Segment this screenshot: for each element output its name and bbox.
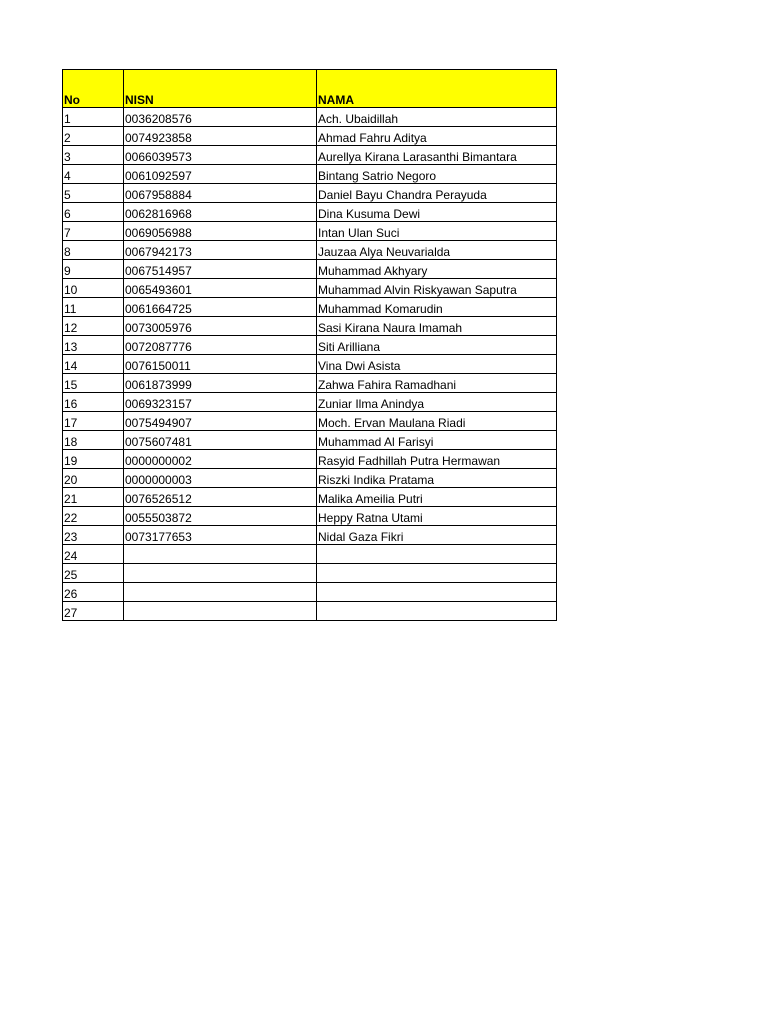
table-row bbox=[63, 564, 557, 583]
cell-no[interactable]: 14 bbox=[63, 355, 124, 374]
cell-no[interactable]: 12 bbox=[63, 317, 124, 336]
cell-no[interactable]: 22 bbox=[63, 507, 124, 526]
cell-nama[interactable]: Muhammad Al Farisyi bbox=[317, 431, 557, 450]
cell-no[interactable]: 19 bbox=[63, 450, 124, 469]
cell-no[interactable]: 9 bbox=[63, 260, 124, 279]
cell-no[interactable]: 10 bbox=[63, 279, 124, 298]
table-row bbox=[63, 146, 557, 165]
table-row bbox=[63, 393, 557, 412]
header-cell-no[interactable]: No bbox=[63, 70, 124, 108]
cell-nisn[interactable]: 0069323157 bbox=[124, 393, 317, 412]
cell-nama[interactable]: Rasyid Fadhillah Putra Hermawan bbox=[317, 450, 557, 469]
table-row bbox=[63, 469, 557, 488]
cell-no[interactable]: 25 bbox=[63, 564, 124, 583]
cell-no[interactable]: 3 bbox=[63, 146, 124, 165]
table-row bbox=[63, 165, 557, 184]
table-row bbox=[63, 260, 557, 279]
cell-no[interactable]: 5 bbox=[63, 184, 124, 203]
cell-nama[interactable] bbox=[317, 564, 557, 583]
cell-no[interactable]: 18 bbox=[63, 431, 124, 450]
cell-nama[interactable]: Muhammad Akhyary bbox=[317, 260, 557, 279]
cell-nama[interactable]: Intan Ulan Suci bbox=[317, 222, 557, 241]
cell-nisn[interactable]: 0076526512 bbox=[124, 488, 317, 507]
cell-nama[interactable]: Vina Dwi Asista bbox=[317, 355, 557, 374]
cell-nama[interactable]: Jauzaa Alya Neuvarialda bbox=[317, 241, 557, 260]
cell-nama[interactable]: Aurellya Kirana Larasanthi Bimantara bbox=[317, 146, 557, 165]
table-row bbox=[63, 279, 557, 298]
table-row bbox=[63, 336, 557, 355]
cell-nama[interactable]: Muhammad Alvin Riskyawan Saputra bbox=[317, 279, 557, 298]
table-row bbox=[63, 108, 557, 127]
cell-no[interactable]: 20 bbox=[63, 469, 124, 488]
cell-nisn[interactable]: 0075494907 bbox=[124, 412, 317, 431]
cell-no[interactable]: 6 bbox=[63, 203, 124, 222]
cell-nisn[interactable] bbox=[124, 564, 317, 583]
cell-nisn[interactable]: 0066039573 bbox=[124, 146, 317, 165]
cell-nisn[interactable]: 0062816968 bbox=[124, 203, 317, 222]
table-row bbox=[63, 450, 557, 469]
cell-nisn[interactable]: 0076150011 bbox=[124, 355, 317, 374]
cell-nama[interactable]: Ahmad Fahru Aditya bbox=[317, 127, 557, 146]
cell-nama[interactable]: Daniel Bayu Chandra Perayuda bbox=[317, 184, 557, 203]
cell-no[interactable]: 8 bbox=[63, 241, 124, 260]
header-cell-nisn[interactable]: NISN bbox=[124, 70, 317, 108]
cell-nisn[interactable]: 0073005976 bbox=[124, 317, 317, 336]
cell-nama[interactable]: Bintang Satrio Negoro bbox=[317, 165, 557, 184]
cell-no[interactable]: 16 bbox=[63, 393, 124, 412]
header-row bbox=[63, 70, 557, 108]
cell-nama[interactable]: Malika Ameilia Putri bbox=[317, 488, 557, 507]
cell-nisn[interactable] bbox=[124, 545, 317, 564]
table-row bbox=[63, 412, 557, 431]
table-row bbox=[63, 298, 557, 317]
cell-nisn[interactable] bbox=[124, 602, 317, 621]
cell-no[interactable]: 27 bbox=[63, 602, 124, 621]
cell-nama[interactable]: Heppy Ratna Utami bbox=[317, 507, 557, 526]
table-row bbox=[63, 127, 557, 146]
cell-no[interactable]: 7 bbox=[63, 222, 124, 241]
cell-nisn[interactable]: 0067514957 bbox=[124, 260, 317, 279]
table-body bbox=[63, 108, 557, 621]
cell-nisn[interactable]: 0069056988 bbox=[124, 222, 317, 241]
table-row bbox=[63, 222, 557, 241]
table-row bbox=[63, 507, 557, 526]
table-row bbox=[63, 602, 557, 621]
cell-no[interactable]: 17 bbox=[63, 412, 124, 431]
header-cell-nama[interactable]: NAMA bbox=[317, 70, 557, 108]
cell-nama[interactable]: Riszki Indika Pratama bbox=[317, 469, 557, 488]
cell-no[interactable]: 23 bbox=[63, 526, 124, 545]
cell-nama[interactable]: Zuniar Ilma Anindya bbox=[317, 393, 557, 412]
table-row bbox=[63, 374, 557, 393]
cell-nama[interactable]: Sasi Kirana Naura Imamah bbox=[317, 317, 557, 336]
cell-nama[interactable] bbox=[317, 583, 557, 602]
cell-no[interactable]: 11 bbox=[63, 298, 124, 317]
cell-no[interactable]: 13 bbox=[63, 336, 124, 355]
student-table bbox=[62, 69, 557, 621]
cell-no[interactable]: 24 bbox=[63, 545, 124, 564]
cell-nisn[interactable]: 0067942173 bbox=[124, 241, 317, 260]
table-row bbox=[63, 488, 557, 507]
cell-no[interactable]: 2 bbox=[63, 127, 124, 146]
cell-nisn[interactable]: 0061664725 bbox=[124, 298, 317, 317]
table-row bbox=[63, 526, 557, 545]
table-row bbox=[63, 317, 557, 336]
cell-nisn[interactable]: 0036208576 bbox=[124, 108, 317, 127]
cell-nama[interactable] bbox=[317, 602, 557, 621]
cell-nisn[interactable]: 0061873999 bbox=[124, 374, 317, 393]
table-row bbox=[63, 184, 557, 203]
cell-nisn[interactable]: 0073177653 bbox=[124, 526, 317, 545]
cell-no[interactable]: 15 bbox=[63, 374, 124, 393]
cell-nisn[interactable]: 0067958884 bbox=[124, 184, 317, 203]
table-row bbox=[63, 203, 557, 222]
cell-no[interactable]: 1 bbox=[63, 108, 124, 127]
cell-nama[interactable]: Dina Kusuma Dewi bbox=[317, 203, 557, 222]
cell-no[interactable]: 26 bbox=[63, 583, 124, 602]
cell-nama[interactable] bbox=[317, 545, 557, 564]
cell-no[interactable]: 4 bbox=[63, 165, 124, 184]
cell-nisn[interactable]: 0065493601 bbox=[124, 279, 317, 298]
table-row bbox=[63, 355, 557, 374]
cell-nama[interactable]: Zahwa Fahira Ramadhani bbox=[317, 374, 557, 393]
cell-nisn[interactable]: 0075607481 bbox=[124, 431, 317, 450]
cell-nama[interactable]: Ach. Ubaidillah bbox=[317, 108, 557, 127]
cell-nisn[interactable]: 0061092597 bbox=[124, 165, 317, 184]
cell-nisn[interactable]: 0000000003 bbox=[124, 469, 317, 488]
cell-no[interactable]: 21 bbox=[63, 488, 124, 507]
cell-nama[interactable]: Moch. Ervan Maulana Riadi bbox=[317, 412, 557, 431]
table-row bbox=[63, 583, 557, 602]
cell-nama[interactable]: Nidal Gaza Fikri bbox=[317, 526, 557, 545]
cell-nisn[interactable]: 0072087776 bbox=[124, 336, 317, 355]
table-row bbox=[63, 431, 557, 450]
cell-nama[interactable]: Siti Arilliana bbox=[317, 336, 557, 355]
table-row bbox=[63, 545, 557, 564]
cell-nisn[interactable]: 0000000002 bbox=[124, 450, 317, 469]
cell-nisn[interactable]: 0055503872 bbox=[124, 507, 317, 526]
table-row bbox=[63, 241, 557, 260]
cell-nama[interactable]: Muhammad Komarudin bbox=[317, 298, 557, 317]
cell-nisn[interactable] bbox=[124, 583, 317, 602]
cell-nisn[interactable]: 0074923858 bbox=[124, 127, 317, 146]
